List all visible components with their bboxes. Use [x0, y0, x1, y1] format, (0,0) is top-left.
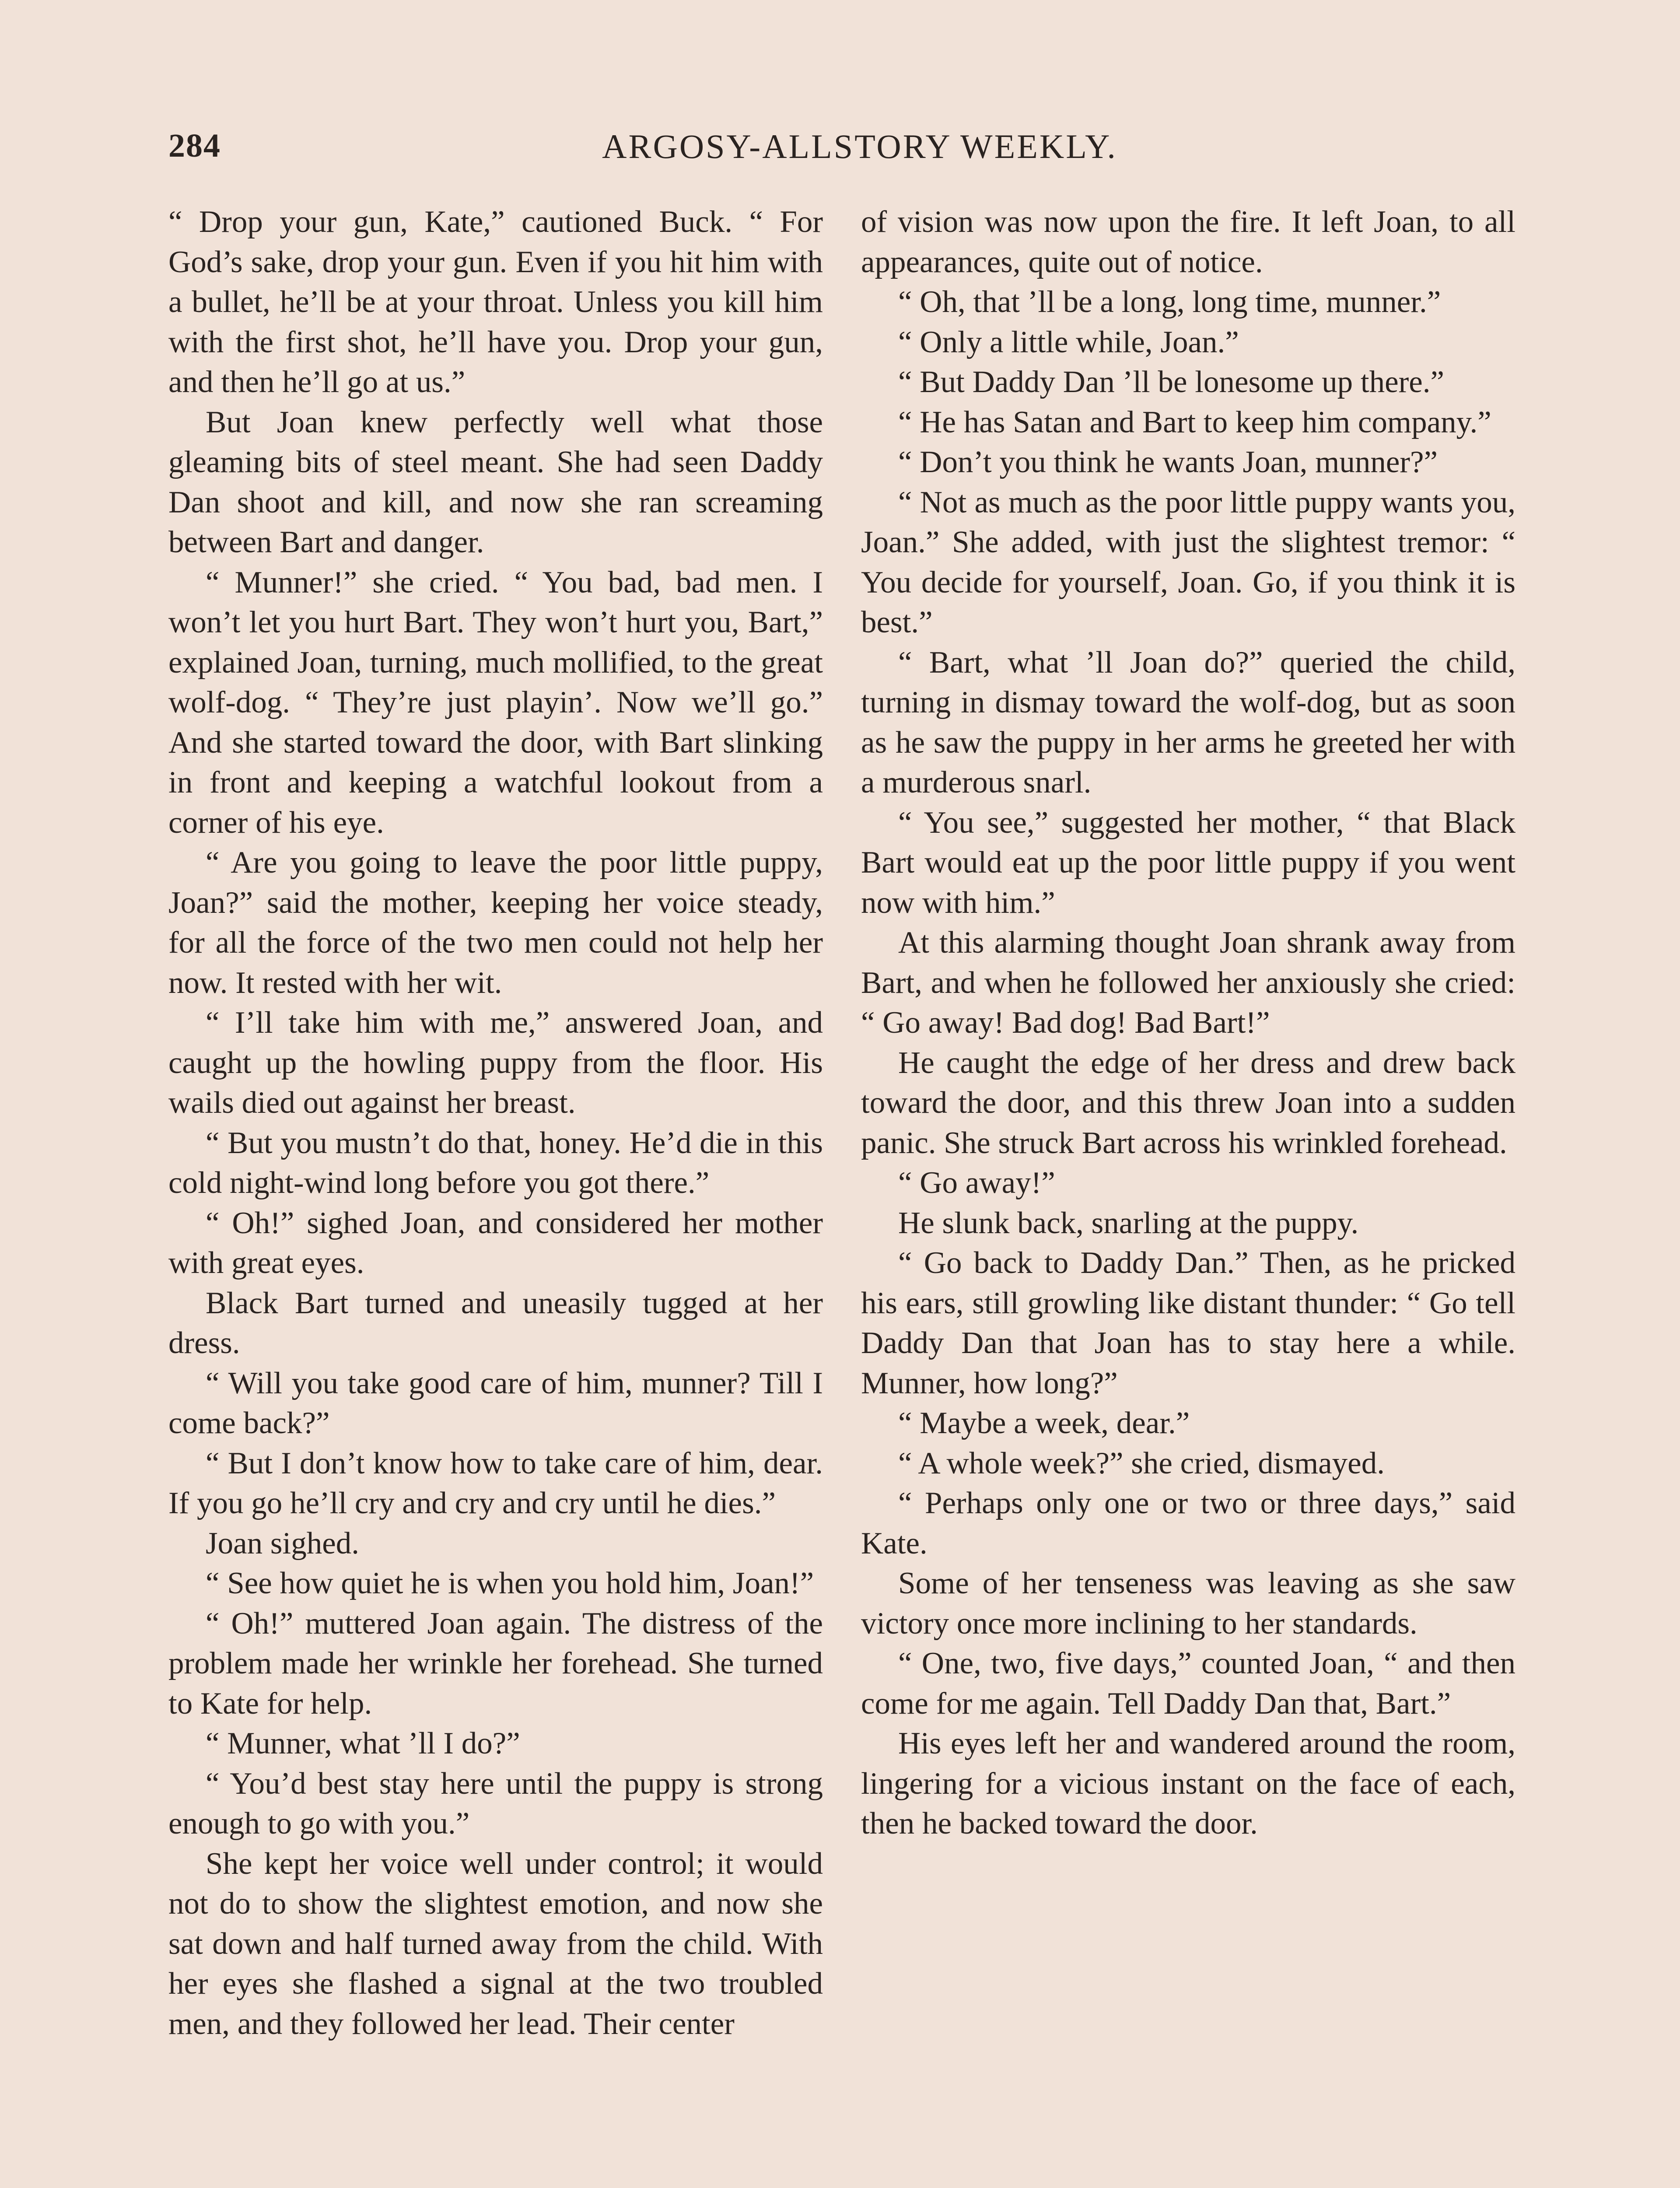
- paragraph: Joan sighed.: [206, 1526, 360, 1560]
- paragraph: “ One, two, five days,” counted Joan, “ and then come for me again. Tell Daddy Dan that, Bart.”: [861, 1646, 1516, 1721]
- paragraph: “ Bart, what ’ll Joan do?” queried the child, turning in dismay toward the wolf-dog, but as soon as he saw the puppy in her arms he greeted her with a murderous snarl.: [861, 645, 1516, 799]
- paragraph: At this alarming thought Joan shrank away from Bart, and when he followed her anxiously she cried: “ Go away! Bad dog! Bad Bart!”: [861, 926, 1516, 1040]
- paragraph: He caught the edge of her dress and drew back toward the door, and this threw Joan into a sudden panic. She struck Bart across his wrinkled forehead.: [861, 1045, 1516, 1160]
- paragraph: “ Go away!”: [898, 1166, 1055, 1200]
- right-column: [861, 202, 1516, 1844]
- paragraph: “ Not as much as the poor little puppy wants you, Joan.” She added, with just the slightest tremor: “ You decide for yourself, Joan. Go, if you think it is best.”: [861, 485, 1516, 639]
- running-header: [168, 127, 1551, 179]
- paragraph: of vision was now upon the fire. It left Joan, to all appearances, quite out of notice.: [861, 205, 1516, 279]
- paragraph: “ Oh!” sighed Joan, and considered her mother with great eyes.: [168, 1206, 823, 1280]
- paragraph: “ Don’t you think he wants Joan, munner?”: [898, 445, 1438, 479]
- paragraph: “ Munner, what ’ll I do?”: [206, 1726, 520, 1760]
- paragraph: “ But Daddy Dan ’ll be lonesome up there.”: [898, 365, 1445, 399]
- paragraph: “ See how quiet he is when you hold him, Joan!”: [206, 1566, 814, 1600]
- left-column: [168, 202, 823, 2044]
- paragraph: She kept her voice well under control; it would not do to show the slightest emotion, and now she sat down and half turned away from the child. With her eyes she flashed a signal at the two troubled men, and they followed her lead. Their center: [168, 1846, 823, 2041]
- paragraph: “ You’d best stay here until the puppy is strong enough to go with you.”: [168, 1766, 823, 1841]
- paragraph: “ Go back to Daddy Dan.” Then, as he pricked his ears, still growling like distant thunder: “ Go tell Daddy Dan that Joan has to stay here a while. Munner, how long?”: [861, 1246, 1516, 1400]
- paragraph: “ He has Satan and Bart to keep him company.”: [898, 405, 1491, 439]
- paragraph: But Joan knew perfectly well what those gleaming bits of steel meant. She had seen Daddy Dan shoot and kill, and now she ran screaming between Bart and danger.: [168, 405, 823, 559]
- paragraph: “ Will you take good care of him, munner? Till I come back?”: [168, 1366, 823, 1440]
- paragraph: “ Oh!” muttered Joan again. The distress of the problem made her wrinkle her forehead. She turned to Kate for help.: [168, 1606, 823, 1721]
- paragraph: “ You see,” suggested her mother, “ that Black Bart would eat up the poor little puppy if you went now with him.”: [861, 805, 1516, 920]
- paragraph: “ Are you going to leave the poor little puppy, Joan?” said the mother, keeping her voice steady, for all the force of the two men could not help her now. It rested with her wit.: [168, 845, 823, 1000]
- paragraph: His eyes left her and wandered around the room, lingering for a vicious instant on the face of each, then he backed toward the door.: [861, 1726, 1516, 1841]
- paragraph: He slunk back, snarling at the puppy.: [898, 1206, 1359, 1240]
- paragraph: “ A whole week?” she cried, dismayed.: [898, 1446, 1385, 1480]
- running-title: ARGOSY-ALLSTORY WEEKLY.: [602, 127, 1117, 165]
- paragraph: Black Bart turned and uneasily tugged at her dress.: [168, 1286, 823, 1360]
- paragraph: Some of her tenseness was leaving as she saw victory once more inclining to her standards.: [861, 1566, 1516, 1641]
- paragraph: “ I’ll take him with me,” answered Joan, and caught up the howling puppy from the floor. His wails died out against her breast.: [168, 1006, 823, 1120]
- paragraph: “ Oh, that ’ll be a long, long time, munner.”: [898, 285, 1441, 319]
- paragraph: “ But I don’t know how to take care of him, dear. If you go he’ll cry and cry and cry until he dies.”: [168, 1446, 823, 1520]
- paragraph: “ Drop your gun, Kate,” cautioned Buck. “ For God’s sake, drop your gun. Even if you hit him with a bullet, he’ll be at your throat. Unless you kill him with the first shot, he’ll have you. Drop your gun, and then he’ll go at us.”: [168, 205, 823, 399]
- paragraph: “ Perhaps only one or two or three days,” said Kate.: [861, 1486, 1516, 1560]
- page-number: 284: [168, 127, 221, 164]
- paragraph: “ Only a little while, Joan.”: [898, 325, 1239, 359]
- paragraph: “ But you mustn’t do that, honey. He’d die in this cold night-wind long before you got there.”: [168, 1126, 823, 1200]
- paragraph: “ Munner!” she cried. “ You bad, bad men. I won’t let you hurt Bart. They won’t hurt you, Bart,” explained Joan, turning, much mollified, to the great wolf-dog. “ They’re just playin’. Now we’ll go.” And she started toward the door, with Bart slinking in front and keeping a watchful lookout from a corner of his eye.: [168, 565, 823, 840]
- paragraph: “ Maybe a week, dear.”: [898, 1406, 1190, 1440]
